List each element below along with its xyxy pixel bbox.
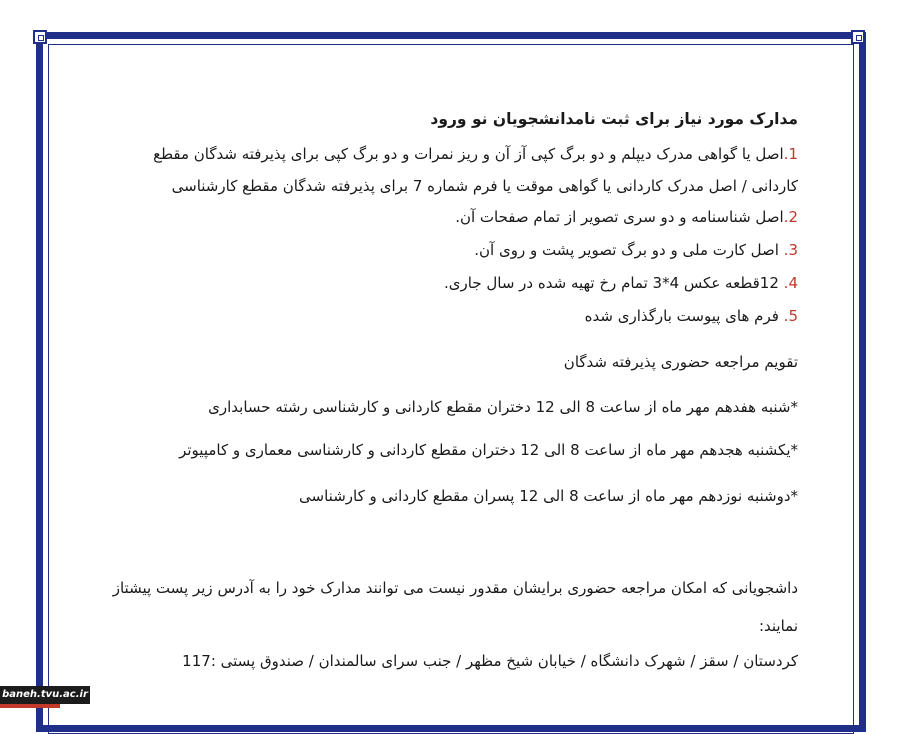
list-item-5: [585, 307, 798, 325]
item-number: 1.: [783, 145, 798, 163]
site-url[interactable]: baneh.tvu.ac.ir: [0, 686, 90, 704]
list-item-2: [455, 208, 798, 226]
item-number: 5.: [783, 307, 798, 325]
item-text: اصل کارت ملی و دو برگ تصویر پشت و روی آن.: [474, 241, 784, 259]
corner-ornament: [33, 30, 47, 44]
item-number: 3.: [783, 241, 798, 259]
schedule-title: تقویم مراجعه حضوری پذیرفته شدگان: [563, 353, 798, 371]
doc-title: مدارک مورد نیاز برای ثبت نامدانشجویان نو ورود: [430, 110, 798, 128]
item-text: اصل شناسنامه و دو سری تصویر از تمام صفحات آن.: [455, 208, 784, 226]
item-text: فرم های پیوست بارگذاری شده: [584, 307, 784, 325]
schedule-item: *یکشنبه هجدهم مهر ماه از ساعت 8 الی 12 دختران مقطع کاردانی و کارشناسی معماری و کامپیوتر: [179, 441, 798, 459]
schedule-item: *شنبه هفدهم مهر ماه از ساعت 8 الی 12 دختران مقطع کاردانی و کارشناسی رشته حسابداری: [208, 398, 798, 416]
list-item-3: [474, 241, 798, 259]
item-text: اصل یا گواهی مدرک دیپلم و دو برگ کپی آز آن و ریز نمرات و دو برگ کپی برای پذیرفته شدگان مقطع: [153, 145, 784, 163]
list-item-1: [153, 145, 798, 163]
postal-address: کردستان / سقز / شهرک دانشگاه / خیابان شیخ مظهر / جنب سرای سالمندان / صندوق پستی :117: [182, 652, 798, 670]
corner-ornament: [851, 30, 865, 44]
list-item-1-cont: [172, 177, 798, 195]
schedule-item: *دوشنبه نوزدهم مهر ماه از ساعت 8 الی 12 پسران مقطع کاردانی و کارشناسی: [299, 487, 798, 505]
item-text: 12قطعه عکس 4*3 تمام رخ تهیه شده در سال جاری.: [444, 274, 784, 292]
list-item-4: [444, 274, 798, 292]
footer-accent-bar: [0, 704, 60, 708]
notice-text: داشجویانی که امکان مراجعه حضوری برایشان مقدور نیست می توانند مدارک خود را به آدرس زیر پست پیشتاز نمایند:: [112, 579, 798, 635]
item-number: 4.: [783, 274, 798, 292]
item-text: کاردانی / اصل مدرک کاردانی یا گواهی موقت یا فرم شماره 7 برای پذیرفته شدگان مقطع کارشناسی: [171, 177, 798, 195]
item-number: 2.: [783, 208, 798, 226]
